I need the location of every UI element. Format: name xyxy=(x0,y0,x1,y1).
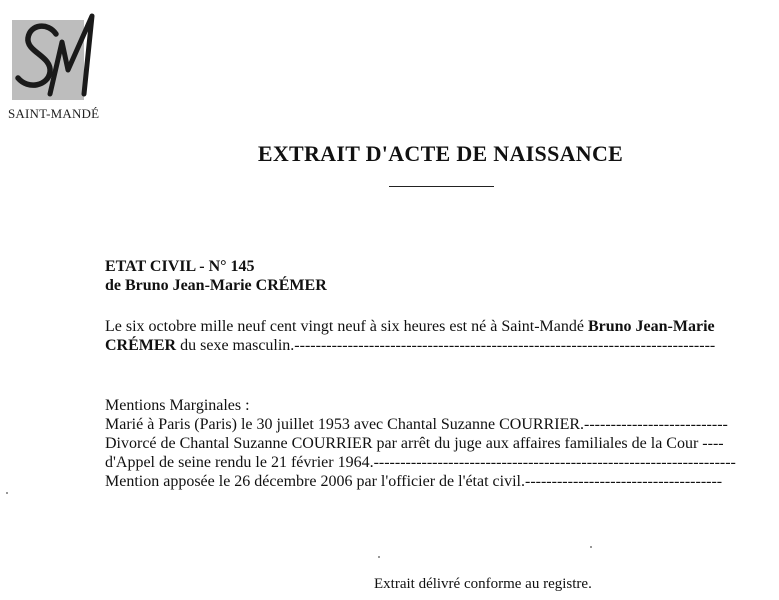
birth-sex-text: du sexe masculin.------------------------------------------------------------------------------- xyxy=(176,337,716,354)
birth-statement-line-2 xyxy=(105,336,779,355)
title-underline xyxy=(389,186,494,187)
birth-name: Bruno Jean-Marie xyxy=(587,318,715,335)
scan-speck xyxy=(6,492,8,494)
record-person: de Bruno Jean-Marie CRÉMER xyxy=(105,277,327,294)
marginal-mentions xyxy=(105,396,779,491)
logo-town-name: SAINT-MANDÉ xyxy=(8,106,100,121)
record-heading xyxy=(105,257,327,295)
birth-surname: CRÉMER xyxy=(105,337,177,354)
saint-mande-logo xyxy=(8,12,103,124)
mention-line: d'Appel de seine rendu le 21 février 1964.-------------------------------------------------------------------- xyxy=(105,454,736,471)
certification-footer: Extrait délivré conforme au registre. xyxy=(374,576,592,592)
mention-line: Mention apposée le 26 décembre 2006 par l'officier de l'état civil.------------------------------------- xyxy=(105,473,723,490)
birth-statement-line-1 xyxy=(105,317,779,336)
document-title: EXTRAIT D'ACTE DE NAISSANCE xyxy=(257,141,624,166)
scan-speck xyxy=(590,546,592,548)
scan-speck xyxy=(378,556,380,558)
record-number: ETAT CIVIL - N° 145 xyxy=(105,258,255,275)
sm-monogram-logo xyxy=(12,12,102,104)
birth-statement xyxy=(105,317,779,355)
birth-text: Le six octobre mille neuf cent vingt neuf à six heures est né à Saint-Mandé xyxy=(105,318,588,335)
mentions-title: Mentions Marginales : xyxy=(105,397,250,414)
mention-line: Divorcé de Chantal Suzanne COURRIER par arrêt du juge aux affaires familiales de la Cour ---- xyxy=(105,435,724,452)
mention-line: Marié à Paris (Paris) le 30 juillet 1953 avec Chantal Suzanne COURRIER.--------------------------- xyxy=(105,416,728,433)
